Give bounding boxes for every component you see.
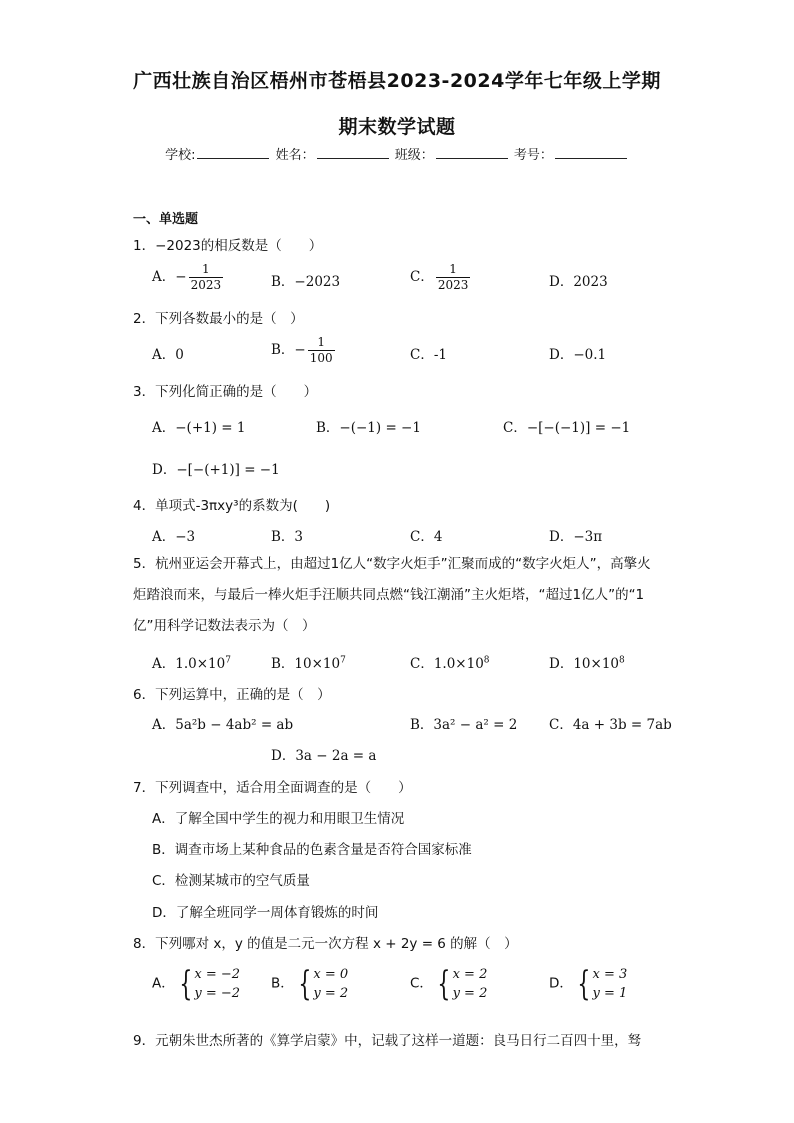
- school-label: 学校:: [165, 148, 196, 163]
- question-7-option-b: B．调查市场上某种食品的色素含量是否符合国家标准: [152, 842, 472, 858]
- question-2-option-d: D．−0.1: [549, 347, 607, 363]
- question-2-option-c: C．-1: [410, 347, 447, 363]
- question-1-option-d: D．2023: [549, 274, 608, 290]
- question-8-stem: 8．下列哪对 x，y 的值是二元一次方程 x + 2y = 6 的解（ ）: [133, 936, 518, 952]
- question-4-option-d: D．−3π: [549, 529, 603, 545]
- question-7-option-a: A．了解全国中学生的视力和用眼卫生情况: [152, 811, 405, 827]
- question-1-stem: 1．−2023的相反数是（ ）: [133, 238, 323, 254]
- question-6-option-b: B．3a² − a² = 2: [410, 717, 518, 733]
- question-8-option-b: B． { x = 0 y = 2: [271, 964, 349, 1004]
- question-6-option-d: D．3a − 2a = a: [271, 748, 377, 764]
- question-4-option-a: A．−3: [152, 529, 196, 545]
- school-blank[interactable]: [197, 146, 269, 159]
- question-1-option-c: C． $\frac{1}{2023}$: [410, 262, 469, 292]
- question-3-option-b: B．−(−1) = −1: [316, 420, 421, 436]
- question-5-option-d: D．$10\times 10^8$: [549, 655, 625, 672]
- question-2-option-b: B．− $\frac{1}{100}$: [271, 335, 333, 365]
- exam-title-line2: 期末数学试题: [338, 116, 456, 138]
- fraction: $\frac{1}{2023}$: [190, 262, 222, 292]
- class-label: 班级：: [394, 148, 434, 163]
- question-9-stem: 9．元朝朱世杰所著的《算学启蒙》中，记载了这样一道题：良马日行二百四十里，驽: [133, 1033, 642, 1049]
- exam-title-line1: 广西壮族自治区梧州市苍梧县2023-2024学年七年级上学期: [133, 70, 661, 92]
- question-7-option-c: C．检测某城市的空气质量: [152, 873, 310, 889]
- question-4-option-c: C．4: [410, 529, 443, 545]
- question-4-stem: 4．单项式-3πxy³的系数为( ): [133, 498, 331, 514]
- student-info-row: [0, 144, 794, 163]
- question-5-option-b: B．$10\times 10^7$: [271, 655, 346, 672]
- question-3-stem: 3．下列化简正确的是（ ）: [133, 384, 318, 400]
- question-8-option-c: C． { x = 2 y = 2: [410, 964, 488, 1004]
- question-7-stem: 7．下列调查中，适合用全面调查的是（ ）: [133, 780, 412, 796]
- question-5-option-a: A．$1.0\times 10^7$: [152, 655, 231, 672]
- question-2-stem: 2．下列各数最小的是（ ）: [133, 311, 304, 327]
- question-8-option-a: A． { x = −2 y = −2: [152, 964, 241, 1004]
- question-3-option-a: A．−(+1) = 1: [152, 420, 246, 436]
- question-5-stem: 5．杭州亚运会开幕式上，由超过1亿人“数字火炬手”汇聚而成的“数字火炬人”，高擎火炬踏浪而来，与最后一棒火炬手汪顺共同点燃“钱江潮涌”主火炬塔，“超过1亿人”的“1亿”用科学记数法表示为（ ）: [133, 556, 651, 634]
- question-5-option-c: C．$1.0\times 10^8$: [410, 655, 490, 672]
- question-2-option-a: A．0: [152, 347, 184, 363]
- fraction: $\frac{1}{2023}$: [437, 262, 469, 292]
- question-1-option-b: B．−2023: [271, 274, 341, 290]
- question-1-option-a: A．− $\frac{1}{2023}$: [152, 262, 222, 292]
- class-blank[interactable]: [436, 146, 508, 159]
- id-blank[interactable]: [555, 146, 627, 159]
- section-heading: 一、单选题: [133, 212, 199, 227]
- question-7-option-d: D．了解全班同学一周体育锻炼的时间: [152, 905, 379, 921]
- question-3-option-c: C．−[−(−1)] = −1: [503, 420, 631, 436]
- id-label: 考号：: [513, 148, 553, 163]
- name-blank[interactable]: [317, 146, 389, 159]
- question-8-option-d: D． { x = 3 y = 1: [549, 964, 628, 1004]
- question-4-option-b: B．3: [271, 529, 304, 545]
- question-6-option-a: A．5a²b − 4ab² = ab: [152, 717, 294, 733]
- question-6-option-c: C．4a + 3b = 7ab: [549, 717, 672, 733]
- name-label: 姓名：: [275, 148, 315, 163]
- question-6-stem: 6．下列运算中，正确的是（ ）: [133, 687, 331, 703]
- fraction: $\frac{1}{100}$: [309, 335, 333, 365]
- question-3-option-d: D．−[−(+1)] = −1: [152, 462, 280, 478]
